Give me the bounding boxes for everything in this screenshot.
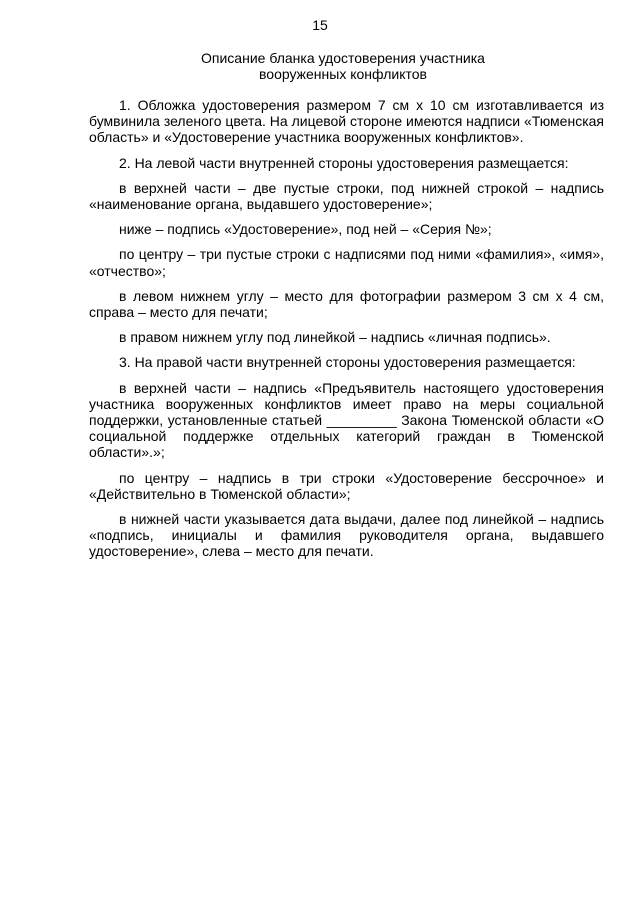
paragraph-right-top: в верхней части – надпись «Предъявитель настоящего удостоверения участника вооруженных конфликтов имеет право на меры социальной поддержки, установленные статьей _________ Закона Тюменской области «О социальной поддержке отдельных категорий граждан в Тюменской области».»;: [89, 379, 604, 461]
title-line-1: Описание бланка удостоверения участника: [201, 50, 485, 66]
title-line-2: вооруженных конфликтов: [259, 66, 427, 82]
paragraph-right-center: по центру – надпись в три строки «Удостоверение бессрочное» и «Действительно в Тюменской области»;: [89, 469, 604, 502]
paragraph-cover: 1. Обложка удостоверения размером 7 см х 10 см изготавливается из бумвинила зеленого цвета. На лицевой стороне имеются надписи «Тюменская область» и «Удостоверение участника вооруженных конфликтов».: [89, 97, 604, 146]
paragraph-left-bottom-right: в правом нижнем углу под линейкой – надпись «личная подпись».: [119, 329, 551, 346]
paragraph-right-side-heading: 3. На правой части внутренней стороны удостоверения размещается:: [119, 354, 576, 371]
page-number: 15: [312, 17, 328, 33]
paragraph-left-bottom-left: в левом нижнем углу – место для фотографии размером 3 см х 4 см, справа – место для печати;: [89, 287, 604, 321]
paragraph-left-center: по центру – три пустые строки с надписями под ними «фамилия», «имя», «отчество»;: [89, 246, 604, 279]
paragraph-right-bottom: в нижней части указывается дата выдачи, далее под линейкой – надпись «подпись, инициалы и фамилия руководителя органа, выдавшего удостоверение», слева – место для печати.: [89, 511, 604, 560]
paragraph-left-side-heading: 2. На левой части внутренней стороны удостоверения размещается:: [119, 154, 569, 171]
paragraph-left-top: в верхней части – две пустые строки, под нижней строкой – надпись «наименование органа, выдавшего удостоверение»;: [89, 179, 604, 213]
document-body: [89, 97, 604, 569]
paragraph-left-below: ниже – подпись «Удостоверение», под ней – «Серия №»;: [119, 221, 492, 238]
document-title: [0, 50, 640, 82]
